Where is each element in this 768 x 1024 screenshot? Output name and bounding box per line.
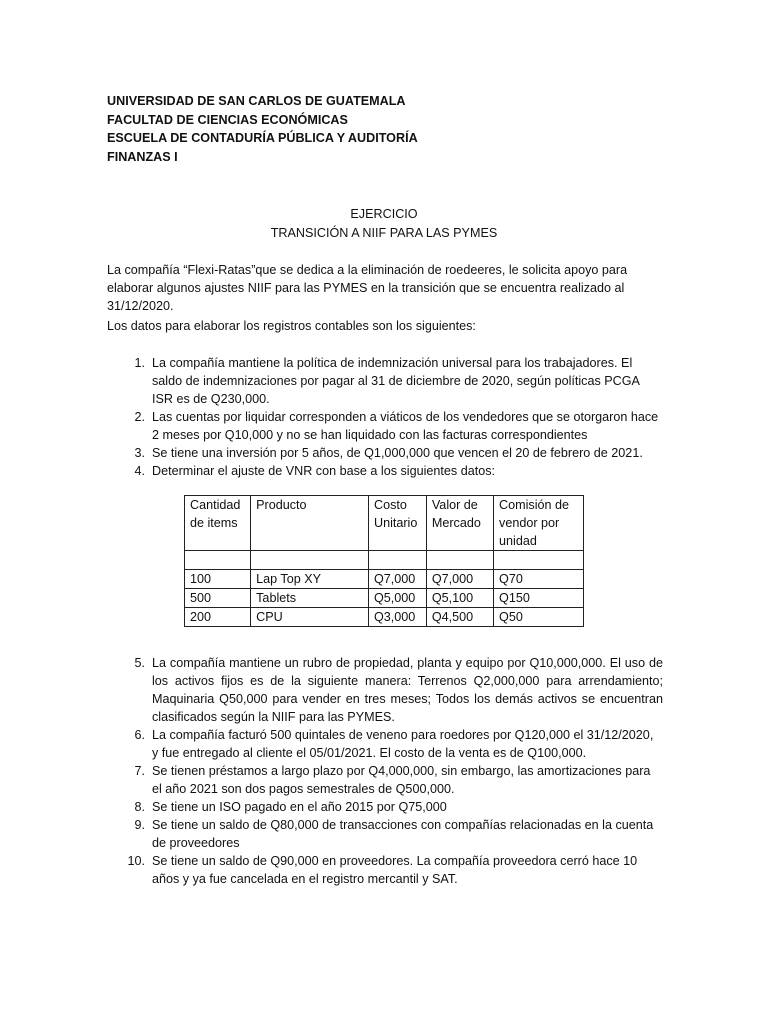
list-item	[107, 408, 663, 444]
faculty-name: FACULTAD DE CIENCIAS ECONÓMICAS	[107, 112, 348, 127]
table-cell: CPU	[251, 608, 369, 627]
list-item-number: 7.	[134, 764, 145, 778]
list-item	[107, 762, 663, 798]
table-cell	[368, 551, 426, 570]
list-item-number: 1.	[134, 356, 145, 370]
table-cell: Q7,000	[426, 570, 493, 589]
list-item-text: Determinar el ajuste de VNR con base a los siguientes datos:	[152, 464, 496, 478]
table-header-cell: Valor de Mercado	[426, 496, 493, 551]
table-row	[185, 570, 584, 589]
list-item-text: Las cuentas por liquidar corresponden a viáticos de los vendedores que se otorgaron hace 2 meses por Q10,000 y no se han liquidado con las facturas correspondientes	[152, 410, 659, 442]
list-item	[107, 726, 663, 762]
list-item-text: La compañía facturó 500 quintales de veneno para roedores por Q120,000 el 31/12/2020, y fue entregado al cliente el 05/01/2021. El costo de la venta es de Q100,000.	[152, 728, 654, 760]
list-item	[107, 798, 663, 816]
list-item-number: 9.	[134, 818, 145, 832]
list-item	[107, 654, 663, 726]
table-cell: Q3,000	[368, 608, 426, 627]
list-item	[107, 354, 663, 408]
exercise-list-part-2	[107, 654, 663, 888]
list-item-text: Se tiene un saldo de Q90,000 en proveedores. La compañía proveedora cerró hace 10 años y ya fue cancelada en el registro mercantil y SAT.	[152, 854, 638, 886]
table-cell: Q150	[494, 589, 584, 608]
table-cell: Tablets	[251, 589, 369, 608]
course-name: FINANZAS I	[107, 149, 178, 164]
list-item-number: 5.	[134, 656, 145, 670]
table-cell: Q50	[494, 608, 584, 627]
table-row	[185, 608, 584, 627]
table-cell: Q4,500	[426, 608, 493, 627]
table-cell	[426, 551, 493, 570]
list-item-text: La compañía mantiene la política de indemnización universal para los trabajadores. El saldo de indemnizaciones por pagar al 31 de diciembre de 2020, según políticas PCGA ISR es de Q230,000.	[152, 356, 640, 406]
list-item	[107, 816, 663, 852]
table-cell	[494, 551, 584, 570]
table-blank-row	[185, 551, 584, 570]
list-item	[107, 462, 663, 480]
table-row	[185, 589, 584, 608]
list-item-number: 4.	[134, 464, 145, 478]
school-name: ESCUELA DE CONTADURÍA PÚBLICA Y AUDITORÍA	[107, 131, 418, 145]
table-cell: 200	[185, 608, 251, 627]
table-header-cell: Cantidad de items	[185, 496, 251, 551]
table-cell: 100	[185, 570, 251, 589]
university-name: UNIVERSIDAD DE SAN CARLOS DE GUATEMALA	[107, 94, 406, 108]
list-item-text: Se tiene un ISO pagado en el año 2015 por Q75,000	[152, 800, 447, 814]
table-header-cell: Comisión de vendor por unidad	[494, 496, 584, 551]
exercise-list-part-1	[107, 354, 663, 480]
intro-paragraph: La compañía “Flexi-Ratas”que se dedica a la eliminación de roedeeres, le solicita apoyo para elaborar algunos ajustes NIIF para las PYMES en la transición que se encuentra realizado al 31/12/2020.	[107, 263, 628, 313]
data-intro-paragraph: Los datos para elaborar los registros contables son los siguientes:	[107, 319, 476, 333]
table-cell: Q5,100	[426, 589, 493, 608]
exercise-subtitle: TRANSICIÓN A NIIF PARA LAS PYMES	[270, 225, 498, 240]
list-item-text: Se tiene una inversión por 5 años, de Q1,000,000 que vencen el 20 de febrero de 2021.	[152, 446, 643, 460]
table-header-cell: Producto	[251, 496, 369, 551]
document-header	[107, 92, 418, 166]
table-cell: Q7,000	[368, 570, 426, 589]
table-cell: Q5,000	[368, 589, 426, 608]
table-header-row	[185, 496, 584, 551]
list-item-number: 8.	[134, 800, 145, 814]
exercise-label: EJERCICIO	[350, 207, 418, 221]
exercise-title	[0, 205, 768, 242]
table-cell	[251, 551, 369, 570]
vnr-table	[184, 495, 584, 627]
list-item	[107, 852, 663, 888]
list-item-number: 2.	[134, 410, 145, 424]
table-cell: 500	[185, 589, 251, 608]
list-item	[107, 444, 663, 462]
list-item-text: Se tiene un saldo de Q80,000 de transacciones con compañías relacionadas en la cuenta de proveedores	[152, 818, 654, 850]
table-cell: Q70	[494, 570, 584, 589]
list-item-number: 10.	[127, 854, 145, 868]
table-cell: Lap Top XY	[251, 570, 369, 589]
table-header-cell: Costo Unitario	[368, 496, 426, 551]
list-item-number: 3.	[134, 446, 145, 460]
list-item-text: La compañía mantiene un rubro de propiedad, planta y equipo por Q10,000,000. El uso de los activos fijos es de la siguiente manera: Terrenos Q2,000,000 para arrendamiento; Maquinaria Q50,000 para vender en tres meses; Todos los demás activos se encuentran clasificados según la NIIF para las PYMES.	[152, 656, 663, 724]
table-cell	[185, 551, 251, 570]
list-item-number: 6.	[134, 728, 145, 742]
list-item-text: Se tienen préstamos a largo plazo por Q4,000,000, sin embargo, las amortizaciones para el año 2021 son dos pagos semestrales de Q500,000.	[152, 764, 651, 796]
